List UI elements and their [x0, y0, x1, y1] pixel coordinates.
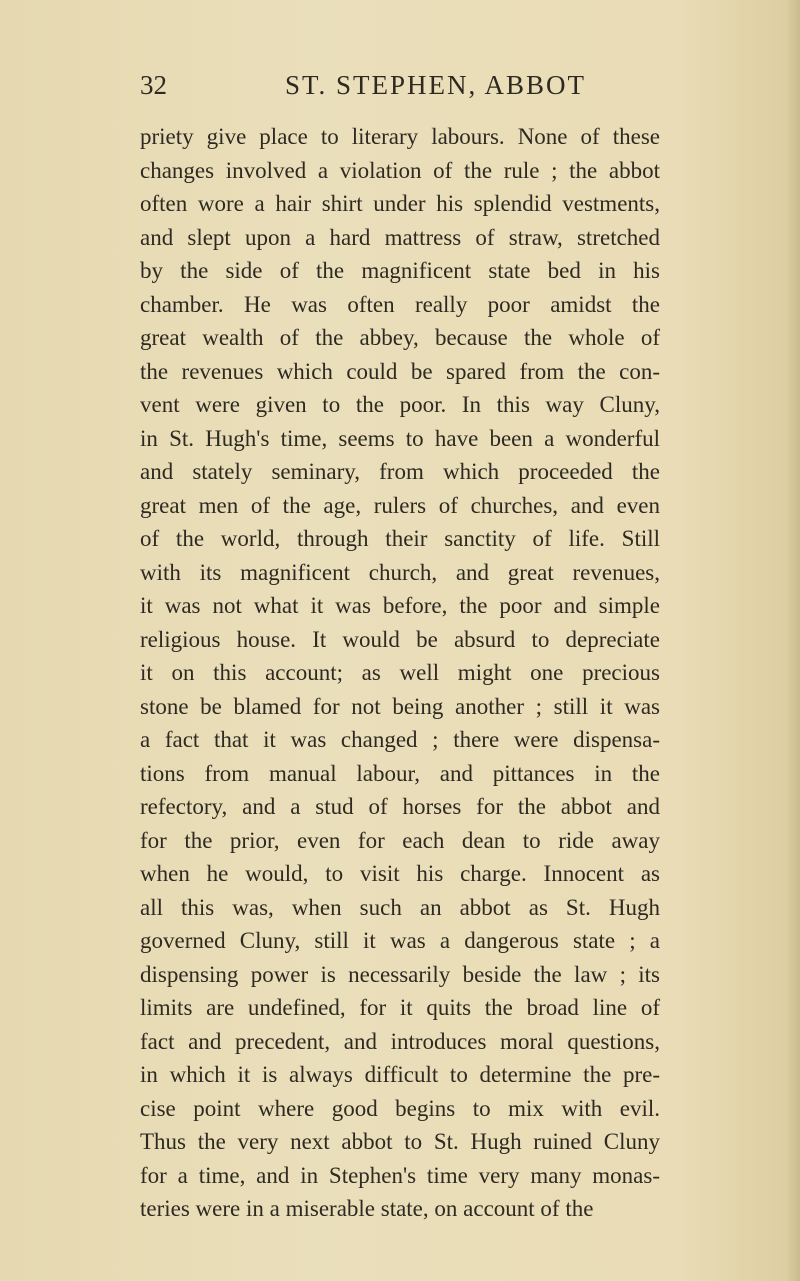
- page-header: [140, 70, 660, 110]
- text-line: of the world, through their sanctity of life. Still: [140, 526, 660, 551]
- text-line: chamber. He was often really poor amidst the: [140, 291, 660, 317]
- text-line: it on this account; as well might one precious: [140, 660, 660, 685]
- text-line: priety give place to literary labours. None of these: [140, 124, 660, 149]
- text-line: cise point where good begins to mix with evil.: [140, 1095, 660, 1121]
- text-line: and stately seminary, from which proceeded the: [140, 459, 660, 484]
- text-line: in St. Hugh's time, seems to have been a wonderful: [140, 425, 660, 451]
- text-line: vent were given to the poor. In this way Cluny,: [140, 392, 660, 417]
- running-title: ST. STEPHEN, ABBOT: [285, 70, 587, 100]
- text-line: all this was, when such an abbot as St. Hugh: [140, 894, 660, 920]
- text-line: in which it is always difficult to determine the pre-: [140, 1062, 660, 1087]
- text-line: changes involved a violation of the rule ; the abbot: [140, 157, 660, 183]
- page-edge-shadow: [786, 0, 800, 1281]
- body-text: [140, 120, 660, 1226]
- page-number: 32: [140, 70, 167, 100]
- text-line: fact and precedent, and introduces moral questions,: [140, 1028, 660, 1054]
- text-line: by the side of the magnificent state bed in his: [140, 258, 660, 283]
- text-line: governed Cluny, still it was a dangerous state ; a: [140, 928, 660, 953]
- text-line: a fact that it was changed ; there were dispensa-: [140, 727, 660, 752]
- text-line: it was not what it was before, the poor and simple: [140, 593, 660, 618]
- text-line: for a time, and in Stephen's time very many monas-: [140, 1162, 660, 1188]
- text-line: great wealth of the abbey, because the whole of: [140, 325, 660, 350]
- text-line: teries were in a miserable state, on account of the: [140, 1196, 594, 1221]
- text-line: stone be blamed for not being another ; still it was: [140, 693, 660, 719]
- text-line: Thus the very next abbot to St. Hugh ruined Cluny: [140, 1129, 660, 1154]
- text-line: tions from manual labour, and pittances in the: [140, 760, 660, 786]
- text-line: great men of the age, rulers of churches, and even: [140, 492, 660, 518]
- text-line: often wore a hair shirt under his splendid vestments,: [140, 191, 660, 216]
- text-line: and slept upon a hard mattress of straw, stretched: [140, 224, 660, 250]
- text-line: for the prior, even for each dean to ride away: [140, 827, 660, 853]
- text-line: when he would, to visit his charge. Innocent as: [140, 861, 660, 886]
- text-line: the revenues which could be spared from the con-: [140, 358, 660, 384]
- text-line: limits are undefined, for it quits the broad line of: [140, 995, 660, 1020]
- text-line: refectory, and a stud of horses for the abbot and: [140, 794, 660, 819]
- text-line: dispensing power is necessarily beside the law ; its: [140, 961, 660, 987]
- text-line: with its magnificent church, and great revenues,: [140, 559, 660, 585]
- text-line: religious house. It would be absurd to depreciate: [140, 626, 660, 652]
